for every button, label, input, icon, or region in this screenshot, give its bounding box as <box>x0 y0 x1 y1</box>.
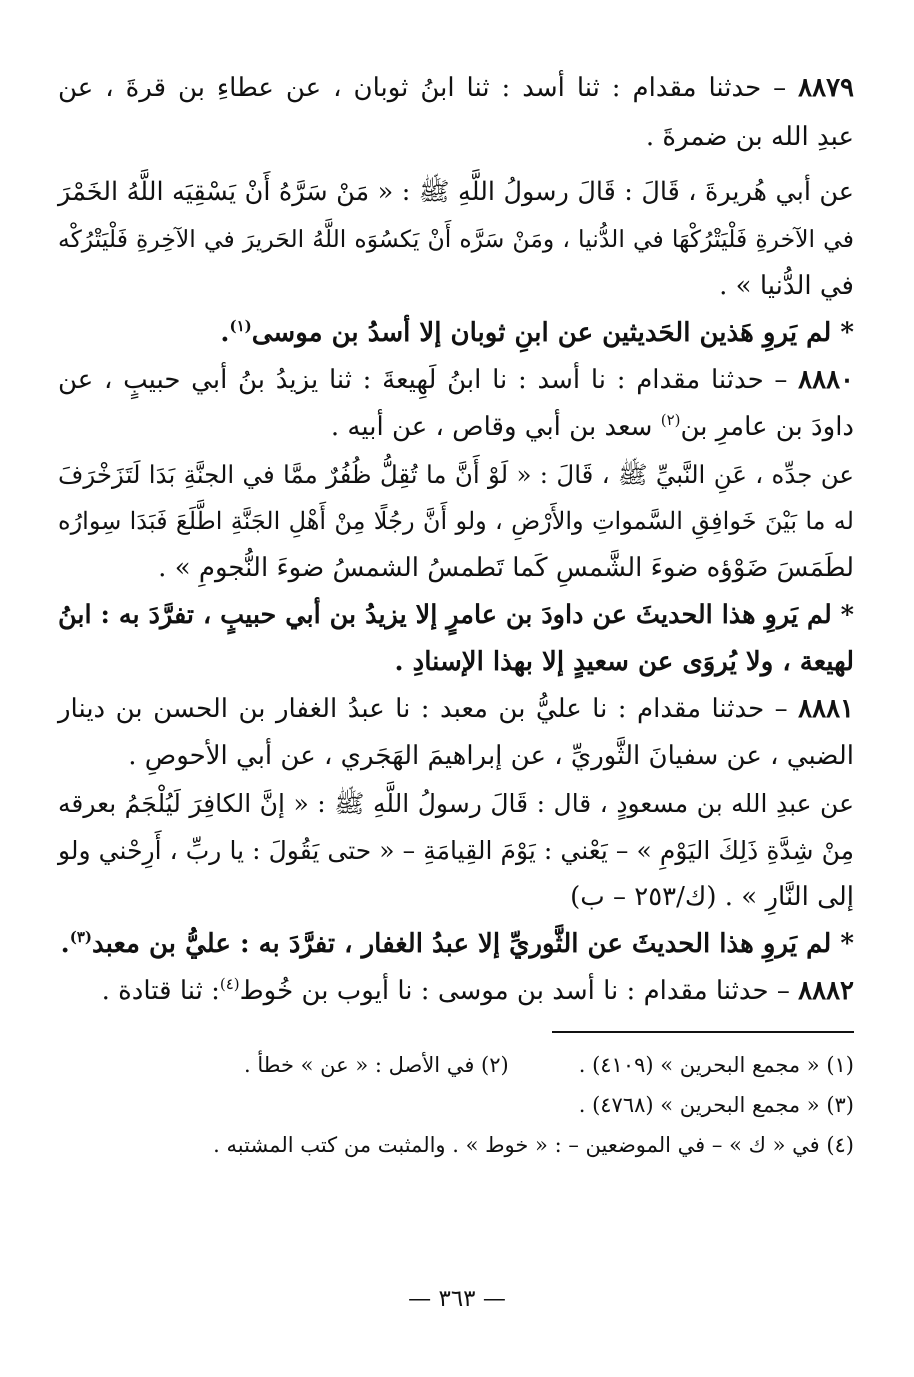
commentary-text: * لم يَروِ هَذين الحَديثين عن ابنِ ثوبان إلا أسدُ بن موسى <box>251 318 854 348</box>
commentary-end: . <box>220 318 230 348</box>
isnad-text: : ثنا قتادة . <box>101 976 220 1006</box>
footnote-divider <box>552 1031 854 1033</box>
isnad-text: – حدثنا مقدام : ثنا أسد : ثنا ابنُ ثوبان ، عن عطاءِ بن قرةَ ، عن <box>58 73 799 103</box>
hadith-8881-commentary <box>58 921 854 968</box>
hadith-8880-matn-1: عن جدِّه ، عَنِ النَّبيِّ ﷺ ، قَالَ : « لَوْ أَنَّ ما تُقِلُّ ظُفُرٌ ممَّا في الجنَّةِ بَدَا لَتَزَخْرَفَ <box>58 460 854 489</box>
hadith-number: ٨٨٨١ <box>798 694 854 724</box>
hadith-8880-commentary-2: لهيعة ، ولا يُروَى عن سعيدٍ إلا بهذا الإسنادِ . <box>394 647 854 677</box>
isnad-text: داودَ بن عامرِ بن <box>680 412 854 442</box>
page-number: — ٣٦٣ — <box>408 1286 506 1312</box>
hadith-8880-commentary-1: * لم يَروِ هذا الحديثَ عن داودَ بن عامرٍ إلا يزيدُ بن أبي حبيبٍ ، تفرَّدَ به : ابنُ <box>58 600 854 630</box>
isnad-text: – حدثنا مقدام : نا أسد بن موسى : نا أيوب بن خُوط <box>239 976 799 1006</box>
footnote-ref-4: (٤) <box>219 975 240 993</box>
hadith-8879-matn-2: في الآخرةِ فَلْيَتْرُكْهَا في الدُّنيا ، ومَنْ سَرَّه أَنْ يَكسُوَه اللَّهُ الحَريرَ في الآخِرةِ فَلْيَتْرُكْه <box>58 225 854 253</box>
hadith-8879-line-1 <box>58 62 854 114</box>
hadith-8879-matn-1: عن أبي هُريرةَ ، قَالَ : قَالَ رسولُ اللَّهِ ﷺ : « مَنْ سَرَّهُ أَنْ يَسْقِيَه اللَّهُ الخَمْرَ <box>58 177 854 207</box>
hadith-8879-commentary <box>58 310 854 357</box>
footnote-2: (٢) في الأصل : « عن » خطأ . <box>243 1053 509 1077</box>
footnote-line-1 <box>58 1045 854 1085</box>
footnote-4: (٤) في « ك » – في الموضعين – : « خوط » . والمثبت من كتب المشتبه . <box>213 1133 854 1157</box>
commentary-end: . <box>60 929 70 959</box>
hadith-8880-line-2 <box>58 404 854 451</box>
hadith-number: ٨٨٧٩ <box>798 73 854 103</box>
footnote-ref-1: (١) <box>229 317 252 335</box>
hadith-8880-matn-2: له ما بَيْنَ خَوافِقِ السَّمواتِ والأَرْضِ ، ولو أَنَّ رجُلًا مِنْ أَهْلِ الجَنَّةِ اطَّلَعَ فَبَدَا سِوارُه <box>58 507 854 535</box>
hadith-8881-line-1 <box>58 686 854 733</box>
hadith-8880-matn-3: لطَمَسَ ضَوْؤه ضوءَ الشَّمسِ كَما تَطمسُ الشمسُ ضوءَ النُّجومِ » . <box>158 553 854 583</box>
footnote-ref-3: (٣) <box>69 928 92 946</box>
hadith-8881-matn-2: مِنْ شِدَّةِ ذَلِكَ اليَوْمِ » – يَعْني : يَوْمَ القِيامَةِ – « حتى يَقُولَ : يا ربِّ ، أَرِحْني ولو <box>58 836 854 865</box>
hadith-8882-line-1 <box>58 968 854 1015</box>
isnad-text: سعد بن أبي وقاص ، عن أبيه . <box>330 412 661 442</box>
footnote-1: (١) « مجمع البحرين » (٤١٠٩) . <box>578 1053 854 1077</box>
hadith-8879-matn-3: في الدُّنيا » . <box>719 271 854 301</box>
commentary-text: * لم يَروِ هذا الحديثَ عن الثَّوريِّ إلا عبدُ الغفار ، تفرَّدَ به : عليُّ بن معبد <box>92 929 854 959</box>
hadith-8880-line-1 <box>58 357 854 404</box>
hadith-8881-matn-3: إلى النَّارِ » . (ك/٢٥٣ – ب) <box>570 882 854 912</box>
footnote-ref-2: (٢) <box>660 411 681 429</box>
hadith-number: ٨٨٨٢ <box>798 976 854 1006</box>
isnad-text: – حدثنا مقدام : نا عليُّ بن معبد : نا عبدُ الغفار بن الحسن بن دينار <box>58 694 799 724</box>
hadith-8881-matn-1: عن عبدِ الله بن مسعودٍ ، قال : قَالَ رسولُ اللَّهِ ﷺ : « إنَّ الكافِرَ لَيُلْجَمُ بعرقه <box>58 789 854 818</box>
hadith-8879-line-2: عبدِ الله بن ضمرةَ . <box>645 122 854 152</box>
isnad-text: – حدثنا مقدام : نا أسد : نا ابنُ لَهِيعةَ : ثنا يزيدُ بنُ أبي حبيبٍ ، عن <box>58 365 799 395</box>
footnote-3: (٣) « مجمع البحرين » (٤٧٦٨) . <box>578 1093 854 1117</box>
hadith-number: ٨٨٨٠ <box>798 365 854 395</box>
hadith-8881-line-2: الضبي ، عن سفيانَ الثَّوريِّ ، عن إبراهيمَ الهَجَري ، عن أبي الأحوصِ . <box>128 741 854 771</box>
